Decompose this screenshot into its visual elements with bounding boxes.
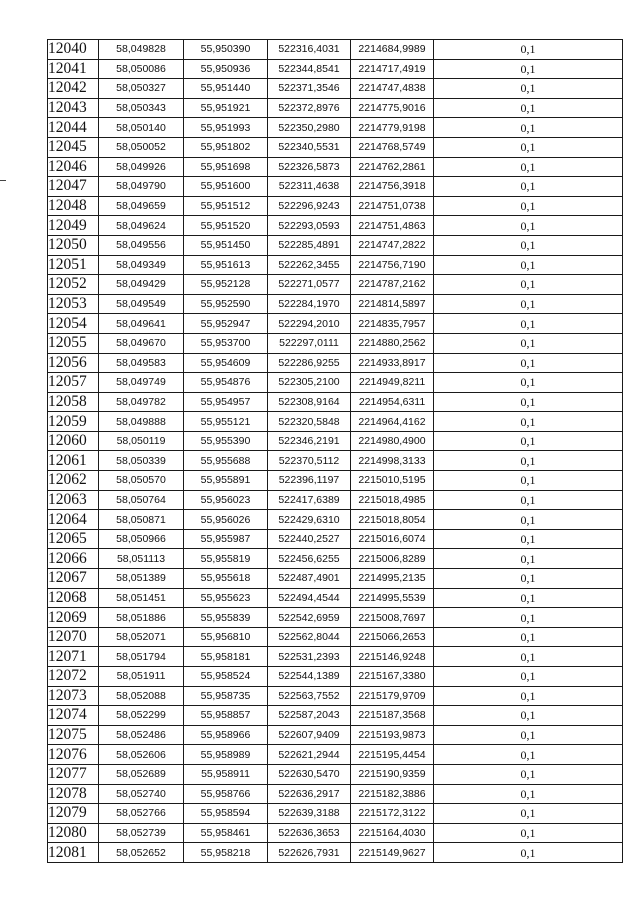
coordinates-table-body	[48, 40, 623, 863]
table-row	[48, 647, 623, 667]
point-number-cell: 12050	[48, 235, 99, 255]
longitude-cell: 55,952947	[184, 314, 268, 334]
table-row	[48, 294, 623, 314]
table-row	[48, 686, 623, 706]
point-number-cell: 12070	[48, 627, 99, 647]
longitude-cell: 55,951600	[184, 177, 268, 197]
latitude-cell: 58,050140	[99, 118, 184, 138]
accuracy-cell: 0,1	[434, 137, 623, 157]
y-coordinate-cell: 2214717,4919	[351, 59, 434, 79]
table-row	[48, 373, 623, 393]
accuracy-cell: 0,1	[434, 627, 623, 647]
x-coordinate-cell: 522308,9164	[268, 392, 351, 412]
table-row	[48, 784, 623, 804]
latitude-cell: 58,049749	[99, 373, 184, 393]
table-row	[48, 549, 623, 569]
table-row	[48, 137, 623, 157]
point-number-cell: 12055	[48, 333, 99, 353]
point-number-cell: 12060	[48, 431, 99, 451]
longitude-cell: 55,955618	[184, 569, 268, 589]
table-row	[48, 667, 623, 687]
y-coordinate-cell: 2214949,8211	[351, 373, 434, 393]
x-coordinate-cell: 522262,3455	[268, 255, 351, 275]
table-row	[48, 745, 623, 765]
latitude-cell: 58,052088	[99, 686, 184, 706]
latitude-cell: 58,051886	[99, 608, 184, 628]
latitude-cell: 58,052766	[99, 804, 184, 824]
x-coordinate-cell: 522372,8976	[268, 98, 351, 118]
x-coordinate-cell: 522350,2980	[268, 118, 351, 138]
latitude-cell: 58,050966	[99, 529, 184, 549]
longitude-cell: 55,958735	[184, 686, 268, 706]
point-number-cell: 12077	[48, 764, 99, 784]
point-number-cell: 12075	[48, 725, 99, 745]
accuracy-cell: 0,1	[434, 157, 623, 177]
longitude-cell: 55,955390	[184, 431, 268, 451]
longitude-cell: 55,951613	[184, 255, 268, 275]
y-coordinate-cell: 2214835,7957	[351, 314, 434, 334]
accuracy-cell: 0,1	[434, 725, 623, 745]
table-row	[48, 79, 623, 99]
y-coordinate-cell: 2215167,3380	[351, 667, 434, 687]
latitude-cell: 58,052689	[99, 764, 184, 784]
latitude-cell: 58,049926	[99, 157, 184, 177]
table-row	[48, 40, 623, 60]
accuracy-cell: 0,1	[434, 667, 623, 687]
latitude-cell: 58,050339	[99, 451, 184, 471]
point-number-cell: 12051	[48, 255, 99, 275]
point-number-cell: 12053	[48, 294, 99, 314]
x-coordinate-cell: 522626,7931	[268, 843, 351, 863]
point-number-cell: 12079	[48, 804, 99, 824]
accuracy-cell: 0,1	[434, 373, 623, 393]
accuracy-cell: 0,1	[434, 98, 623, 118]
x-coordinate-cell: 522296,9243	[268, 196, 351, 216]
accuracy-cell: 0,1	[434, 510, 623, 530]
table-row	[48, 216, 623, 236]
accuracy-cell: 0,1	[434, 392, 623, 412]
y-coordinate-cell: 2214995,2135	[351, 569, 434, 589]
latitude-cell: 58,050570	[99, 471, 184, 491]
latitude-cell: 58,051911	[99, 667, 184, 687]
table-row	[48, 275, 623, 295]
latitude-cell: 58,051794	[99, 647, 184, 667]
longitude-cell: 55,951520	[184, 216, 268, 236]
accuracy-cell: 0,1	[434, 569, 623, 589]
x-coordinate-cell: 522417,6389	[268, 490, 351, 510]
y-coordinate-cell: 2215182,3886	[351, 784, 434, 804]
accuracy-cell: 0,1	[434, 784, 623, 804]
longitude-cell: 55,956026	[184, 510, 268, 530]
y-coordinate-cell: 2215010,5195	[351, 471, 434, 491]
x-coordinate-cell: 522587,2043	[268, 706, 351, 726]
point-number-cell: 12076	[48, 745, 99, 765]
table-row	[48, 608, 623, 628]
table-row	[48, 196, 623, 216]
y-coordinate-cell: 2214995,5539	[351, 588, 434, 608]
table-row	[48, 804, 623, 824]
y-coordinate-cell: 2214768,5749	[351, 137, 434, 157]
y-coordinate-cell: 2214787,2162	[351, 275, 434, 295]
y-coordinate-cell: 2215066,2653	[351, 627, 434, 647]
point-number-cell: 12062	[48, 471, 99, 491]
accuracy-cell: 0,1	[434, 196, 623, 216]
latitude-cell: 58,049641	[99, 314, 184, 334]
latitude-cell: 58,050871	[99, 510, 184, 530]
x-coordinate-cell: 522293,0593	[268, 216, 351, 236]
latitude-cell: 58,049659	[99, 196, 184, 216]
point-number-cell: 12057	[48, 373, 99, 393]
accuracy-cell: 0,1	[434, 588, 623, 608]
accuracy-cell: 0,1	[434, 235, 623, 255]
y-coordinate-cell: 2215193,9873	[351, 725, 434, 745]
point-number-cell: 12046	[48, 157, 99, 177]
longitude-cell: 55,955891	[184, 471, 268, 491]
longitude-cell: 55,958181	[184, 647, 268, 667]
latitude-cell: 58,049888	[99, 412, 184, 432]
y-coordinate-cell: 2215149,9627	[351, 843, 434, 863]
longitude-cell: 55,958594	[184, 804, 268, 824]
longitude-cell: 55,954609	[184, 353, 268, 373]
point-number-cell: 12080	[48, 823, 99, 843]
y-coordinate-cell: 2214964,4162	[351, 412, 434, 432]
table-row	[48, 529, 623, 549]
x-coordinate-cell: 522305,2100	[268, 373, 351, 393]
latitude-cell: 58,052739	[99, 823, 184, 843]
point-number-cell: 12078	[48, 784, 99, 804]
y-coordinate-cell: 2214779,9198	[351, 118, 434, 138]
point-number-cell: 12063	[48, 490, 99, 510]
table-row	[48, 471, 623, 491]
table-row	[48, 569, 623, 589]
point-number-cell: 12073	[48, 686, 99, 706]
table-row	[48, 353, 623, 373]
x-coordinate-cell: 522297,0111	[268, 333, 351, 353]
point-number-cell: 12069	[48, 608, 99, 628]
y-coordinate-cell: 2215172,3122	[351, 804, 434, 824]
x-coordinate-cell: 522531,2393	[268, 647, 351, 667]
x-coordinate-cell: 522370,5112	[268, 451, 351, 471]
y-coordinate-cell: 2215187,3568	[351, 706, 434, 726]
x-coordinate-cell: 522440,2527	[268, 529, 351, 549]
longitude-cell: 55,952590	[184, 294, 268, 314]
table-row	[48, 255, 623, 275]
latitude-cell: 58,049583	[99, 353, 184, 373]
table-row	[48, 431, 623, 451]
x-coordinate-cell: 522494,4544	[268, 588, 351, 608]
y-coordinate-cell: 2215018,4985	[351, 490, 434, 510]
latitude-cell: 58,050343	[99, 98, 184, 118]
accuracy-cell: 0,1	[434, 764, 623, 784]
table-row	[48, 588, 623, 608]
table-row	[48, 823, 623, 843]
longitude-cell: 55,955819	[184, 549, 268, 569]
latitude-cell: 58,050327	[99, 79, 184, 99]
accuracy-cell: 0,1	[434, 412, 623, 432]
y-coordinate-cell: 2214954,6311	[351, 392, 434, 412]
latitude-cell: 58,052486	[99, 725, 184, 745]
x-coordinate-cell: 522621,2944	[268, 745, 351, 765]
x-coordinate-cell: 522286,9255	[268, 353, 351, 373]
longitude-cell: 55,958857	[184, 706, 268, 726]
longitude-cell: 55,958218	[184, 843, 268, 863]
point-number-cell: 12081	[48, 843, 99, 863]
accuracy-cell: 0,1	[434, 216, 623, 236]
point-number-cell: 12061	[48, 451, 99, 471]
longitude-cell: 55,958911	[184, 764, 268, 784]
accuracy-cell: 0,1	[434, 549, 623, 569]
latitude-cell: 58,052299	[99, 706, 184, 726]
y-coordinate-cell: 2215016,6074	[351, 529, 434, 549]
y-coordinate-cell: 2215164,4030	[351, 823, 434, 843]
y-coordinate-cell: 2215008,7697	[351, 608, 434, 628]
table-row	[48, 118, 623, 138]
longitude-cell: 55,956023	[184, 490, 268, 510]
longitude-cell: 55,953700	[184, 333, 268, 353]
longitude-cell: 55,951440	[184, 79, 268, 99]
point-number-cell: 12066	[48, 549, 99, 569]
point-number-cell: 12048	[48, 196, 99, 216]
latitude-cell: 58,050086	[99, 59, 184, 79]
y-coordinate-cell: 2215190,9359	[351, 764, 434, 784]
accuracy-cell: 0,1	[434, 804, 623, 824]
longitude-cell: 55,954876	[184, 373, 268, 393]
point-number-cell: 12041	[48, 59, 99, 79]
table-row	[48, 177, 623, 197]
latitude-cell: 58,052652	[99, 843, 184, 863]
y-coordinate-cell: 2215006,8289	[351, 549, 434, 569]
accuracy-cell: 0,1	[434, 40, 623, 60]
table-row	[48, 333, 623, 353]
table-row	[48, 235, 623, 255]
x-coordinate-cell: 522340,5531	[268, 137, 351, 157]
x-coordinate-cell: 522630,5470	[268, 764, 351, 784]
latitude-cell: 58,049349	[99, 255, 184, 275]
x-coordinate-cell: 522344,8541	[268, 59, 351, 79]
point-number-cell: 12067	[48, 569, 99, 589]
latitude-cell: 58,052740	[99, 784, 184, 804]
point-number-cell: 12049	[48, 216, 99, 236]
x-coordinate-cell: 522636,3653	[268, 823, 351, 843]
x-coordinate-cell: 522285,4891	[268, 235, 351, 255]
accuracy-cell: 0,1	[434, 294, 623, 314]
y-coordinate-cell: 2214756,7190	[351, 255, 434, 275]
x-coordinate-cell: 522284,1970	[268, 294, 351, 314]
accuracy-cell: 0,1	[434, 275, 623, 295]
x-coordinate-cell: 522607,9409	[268, 725, 351, 745]
longitude-cell: 55,950936	[184, 59, 268, 79]
accuracy-cell: 0,1	[434, 686, 623, 706]
accuracy-cell: 0,1	[434, 745, 623, 765]
accuracy-cell: 0,1	[434, 471, 623, 491]
longitude-cell: 55,951698	[184, 157, 268, 177]
latitude-cell: 58,049670	[99, 333, 184, 353]
x-coordinate-cell: 522271,0577	[268, 275, 351, 295]
point-number-cell: 12042	[48, 79, 99, 99]
x-coordinate-cell: 522429,6310	[268, 510, 351, 530]
point-number-cell: 12071	[48, 647, 99, 667]
x-coordinate-cell: 522562,8044	[268, 627, 351, 647]
accuracy-cell: 0,1	[434, 353, 623, 373]
y-coordinate-cell: 2215179,9709	[351, 686, 434, 706]
latitude-cell: 58,052606	[99, 745, 184, 765]
table-row	[48, 627, 623, 647]
table-row	[48, 490, 623, 510]
x-coordinate-cell: 522346,2191	[268, 431, 351, 451]
point-number-cell: 12058	[48, 392, 99, 412]
latitude-cell: 58,049790	[99, 177, 184, 197]
table-row	[48, 59, 623, 79]
x-coordinate-cell: 522456,6255	[268, 549, 351, 569]
point-number-cell: 12044	[48, 118, 99, 138]
latitude-cell: 58,050764	[99, 490, 184, 510]
longitude-cell: 55,958524	[184, 667, 268, 687]
longitude-cell: 55,958461	[184, 823, 268, 843]
accuracy-cell: 0,1	[434, 647, 623, 667]
table-row	[48, 392, 623, 412]
table-row	[48, 510, 623, 530]
point-number-cell: 12047	[48, 177, 99, 197]
y-coordinate-cell: 2215195,4454	[351, 745, 434, 765]
y-coordinate-cell: 2214775,9016	[351, 98, 434, 118]
x-coordinate-cell: 522316,4031	[268, 40, 351, 60]
longitude-cell: 55,958966	[184, 725, 268, 745]
point-number-cell: 12064	[48, 510, 99, 530]
y-coordinate-cell: 2214756,3918	[351, 177, 434, 197]
y-coordinate-cell: 2214684,9989	[351, 40, 434, 60]
longitude-cell: 55,955688	[184, 451, 268, 471]
x-coordinate-cell: 522371,3546	[268, 79, 351, 99]
accuracy-cell: 0,1	[434, 451, 623, 471]
x-coordinate-cell: 522396,1197	[268, 471, 351, 491]
point-number-cell: 12068	[48, 588, 99, 608]
longitude-cell: 55,955121	[184, 412, 268, 432]
longitude-cell: 55,951993	[184, 118, 268, 138]
table-row	[48, 451, 623, 471]
y-coordinate-cell: 2214933,8917	[351, 353, 434, 373]
x-coordinate-cell: 522320,5848	[268, 412, 351, 432]
table-row	[48, 314, 623, 334]
longitude-cell: 55,951921	[184, 98, 268, 118]
accuracy-cell: 0,1	[434, 843, 623, 863]
point-number-cell: 12056	[48, 353, 99, 373]
y-coordinate-cell: 2214762,2861	[351, 157, 434, 177]
point-number-cell: 12072	[48, 667, 99, 687]
x-coordinate-cell: 522636,2917	[268, 784, 351, 804]
accuracy-cell: 0,1	[434, 706, 623, 726]
latitude-cell: 58,051113	[99, 549, 184, 569]
accuracy-cell: 0,1	[434, 177, 623, 197]
point-number-cell: 12054	[48, 314, 99, 334]
x-coordinate-cell: 522294,2010	[268, 314, 351, 334]
table-row	[48, 98, 623, 118]
latitude-cell: 58,050119	[99, 431, 184, 451]
accuracy-cell: 0,1	[434, 823, 623, 843]
y-coordinate-cell: 2214814,5897	[351, 294, 434, 314]
accuracy-cell: 0,1	[434, 255, 623, 275]
y-coordinate-cell: 2214747,4838	[351, 79, 434, 99]
longitude-cell: 55,952128	[184, 275, 268, 295]
longitude-cell: 55,955839	[184, 608, 268, 628]
x-coordinate-cell: 522326,5873	[268, 157, 351, 177]
latitude-cell: 58,050052	[99, 137, 184, 157]
coordinates-table	[47, 39, 623, 863]
accuracy-cell: 0,1	[434, 529, 623, 549]
y-coordinate-cell: 2215146,9248	[351, 647, 434, 667]
point-number-cell: 12045	[48, 137, 99, 157]
y-coordinate-cell: 2214751,4863	[351, 216, 434, 236]
longitude-cell: 55,951450	[184, 235, 268, 255]
table-row	[48, 843, 623, 863]
x-coordinate-cell: 522563,7552	[268, 686, 351, 706]
table-row	[48, 157, 623, 177]
accuracy-cell: 0,1	[434, 59, 623, 79]
longitude-cell: 55,958989	[184, 745, 268, 765]
latitude-cell: 58,051389	[99, 569, 184, 589]
y-coordinate-cell: 2214751,0738	[351, 196, 434, 216]
latitude-cell: 58,049828	[99, 40, 184, 60]
x-coordinate-cell: 522542,6959	[268, 608, 351, 628]
table-row	[48, 412, 623, 432]
point-number-cell: 12043	[48, 98, 99, 118]
point-number-cell: 12065	[48, 529, 99, 549]
y-coordinate-cell: 2214880,2562	[351, 333, 434, 353]
point-number-cell: 12074	[48, 706, 99, 726]
y-coordinate-cell: 2214998,3133	[351, 451, 434, 471]
latitude-cell: 58,052071	[99, 627, 184, 647]
latitude-cell: 58,049556	[99, 235, 184, 255]
accuracy-cell: 0,1	[434, 118, 623, 138]
x-coordinate-cell: 522311,4638	[268, 177, 351, 197]
y-coordinate-cell: 2214980,4900	[351, 431, 434, 451]
point-number-cell: 12052	[48, 275, 99, 295]
longitude-cell: 55,951512	[184, 196, 268, 216]
latitude-cell: 58,049429	[99, 275, 184, 295]
table-row	[48, 706, 623, 726]
longitude-cell: 55,954957	[184, 392, 268, 412]
accuracy-cell: 0,1	[434, 490, 623, 510]
point-number-cell: 12040	[48, 40, 99, 60]
latitude-cell: 58,049624	[99, 216, 184, 236]
y-coordinate-cell: 2215018,8054	[351, 510, 434, 530]
accuracy-cell: 0,1	[434, 431, 623, 451]
longitude-cell: 55,955987	[184, 529, 268, 549]
table-row	[48, 764, 623, 784]
margin-tick-mark	[0, 180, 6, 181]
longitude-cell: 55,956810	[184, 627, 268, 647]
table-row	[48, 725, 623, 745]
y-coordinate-cell: 2214747,2822	[351, 235, 434, 255]
point-number-cell: 12059	[48, 412, 99, 432]
accuracy-cell: 0,1	[434, 333, 623, 353]
longitude-cell: 55,950390	[184, 40, 268, 60]
longitude-cell: 55,958766	[184, 784, 268, 804]
x-coordinate-cell: 522639,3188	[268, 804, 351, 824]
longitude-cell: 55,955623	[184, 588, 268, 608]
accuracy-cell: 0,1	[434, 79, 623, 99]
longitude-cell: 55,951802	[184, 137, 268, 157]
latitude-cell: 58,049549	[99, 294, 184, 314]
x-coordinate-cell: 522487,4901	[268, 569, 351, 589]
accuracy-cell: 0,1	[434, 314, 623, 334]
latitude-cell: 58,051451	[99, 588, 184, 608]
x-coordinate-cell: 522544,1389	[268, 667, 351, 687]
latitude-cell: 58,049782	[99, 392, 184, 412]
accuracy-cell: 0,1	[434, 608, 623, 628]
